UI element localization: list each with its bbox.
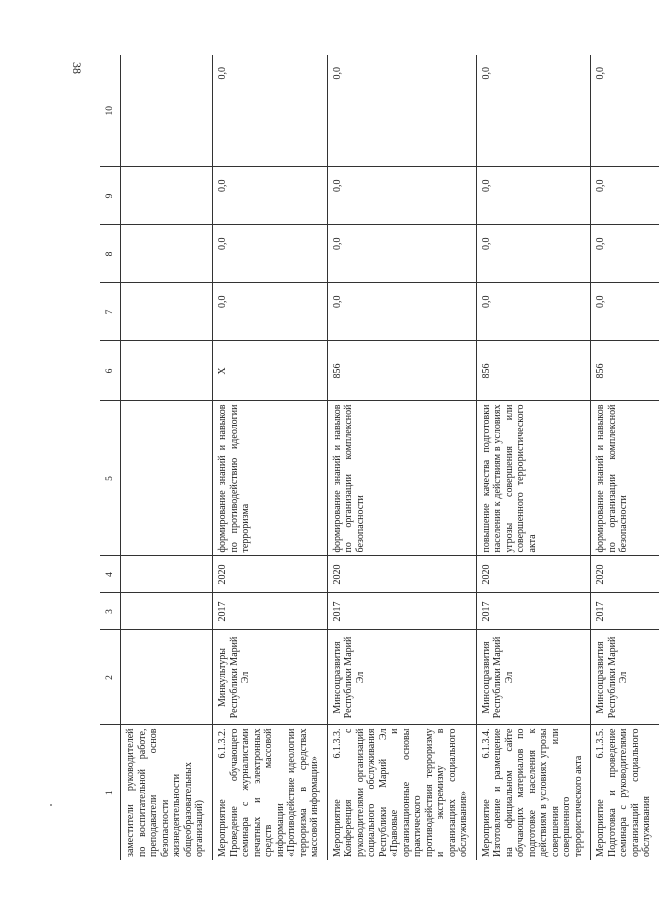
end-year-cell: 2020 — [476, 556, 591, 593]
executor-cell: Минсоцразвития Республики Марий Эл — [327, 630, 476, 725]
column-header: 7 — [100, 283, 121, 341]
value-cell: 0,0 — [476, 225, 591, 283]
column-header: 5 — [100, 401, 121, 556]
result-cell: повышение качества подготовки населения к действиям в условиях угрозы совершения или совершенного террористического акта — [476, 401, 591, 556]
value-cell — [121, 283, 213, 341]
end-year-cell: 2020 — [213, 556, 328, 593]
value-cell: 0,0 — [591, 225, 659, 283]
value-cell: 0,0 — [591, 55, 659, 167]
value-cell — [121, 55, 213, 167]
code-cell: 856 — [476, 341, 591, 401]
activity-cell: заместители руководителей по воспитательной работе, преподаватели основ безопасности жизнедеятельности общеобразовательных организаций) — [121, 725, 213, 860]
column-header: 9 — [100, 167, 121, 225]
column-header: 2 — [100, 630, 121, 725]
start-year-cell: 2017 — [591, 593, 659, 630]
table-row — [327, 55, 476, 860]
program-activities-table — [100, 55, 659, 860]
value-cell: 0,0 — [327, 283, 476, 341]
result-cell: формирование знаний и навыков по организации комплексной безопасности — [591, 401, 659, 556]
start-year-cell: 2017 — [476, 593, 591, 630]
value-cell — [121, 225, 213, 283]
column-header: 3 — [100, 593, 121, 630]
executor-cell: Минсоцразвития Республики Марий Эл — [476, 630, 591, 725]
activity-cell: Мероприятие 6.1.3.2. Проведение обучающего семинара с журналистами печатных и электронных средств массовой информации «Противодействие идеологии терроризма в средствах массовой информации» — [213, 725, 328, 860]
start-year-cell: 2017 — [213, 593, 328, 630]
code-cell — [121, 341, 213, 401]
end-year-cell — [121, 556, 213, 593]
start-year-cell: 2017 — [327, 593, 476, 630]
value-cell: 0,0 — [213, 167, 328, 225]
activity-cell: Мероприятие 6.1.3.5. Подготовка и проведение семинара с руководителями организаций социального обслуживания — [595, 728, 652, 857]
column-header: 8 — [100, 225, 121, 283]
code-cell: 856 — [591, 341, 659, 401]
column-header: 10 — [100, 55, 121, 167]
value-cell: 0,0 — [213, 225, 328, 283]
table-row — [476, 55, 591, 860]
value-cell — [121, 167, 213, 225]
table-row — [213, 55, 328, 860]
result-cell: формирование знаний и навыков по организации комплексной безопасности — [327, 401, 476, 556]
code-cell: 856 — [327, 341, 476, 401]
result-cell: формирование знаний и навыков по противодействию идеологии терроризма — [213, 401, 328, 556]
value-cell: 0,0 — [476, 55, 591, 167]
rotated-table-sheet — [100, 55, 652, 860]
column-header: 1 — [100, 725, 121, 860]
column-header: 6 — [100, 341, 121, 401]
value-cell: 0,0 — [476, 167, 591, 225]
value-cell: 0,0 — [327, 167, 476, 225]
page-number: 38 — [70, 62, 84, 74]
activity-cell: Мероприятие 6.1.3.3. Конференция с руководителями организаций социального обслуживания Республики Марий Эл «Правовые и организационные основы практического противодействия терроризму и экстремизму в организациях социального обслуживания» — [327, 725, 476, 860]
activity-cell: Мероприятие 6.1.3.4. Изготовление и размещение на официальном сайте обучающих материалов по подготовке населения к действиям в условиях угрозы совершения или совершенного террористического акта — [476, 725, 591, 860]
value-cell: 0,0 — [591, 167, 659, 225]
header-row — [100, 55, 121, 860]
executor-cell — [121, 630, 213, 725]
result-cell — [121, 401, 213, 556]
code-cell: Х — [213, 341, 328, 401]
start-year-cell — [121, 593, 213, 630]
column-header: 4 — [100, 556, 121, 593]
executor-cell: Минсоцразвития Республики Марий Эл — [591, 630, 659, 725]
value-cell: 0,0 — [327, 55, 476, 167]
table-row — [121, 55, 213, 860]
end-year-cell: 2020 — [327, 556, 476, 593]
end-year-cell: 2020 — [591, 556, 659, 593]
value-cell: 0,0 — [327, 225, 476, 283]
executor-cell: Минкультуры Республики Марий Эл — [213, 630, 328, 725]
value-cell: 0,0 — [213, 283, 328, 341]
value-cell: 0,0 — [213, 55, 328, 167]
table-row — [591, 55, 659, 860]
scan-speck — [50, 804, 52, 806]
value-cell: 0,0 — [591, 283, 659, 341]
value-cell: 0,0 — [476, 283, 591, 341]
